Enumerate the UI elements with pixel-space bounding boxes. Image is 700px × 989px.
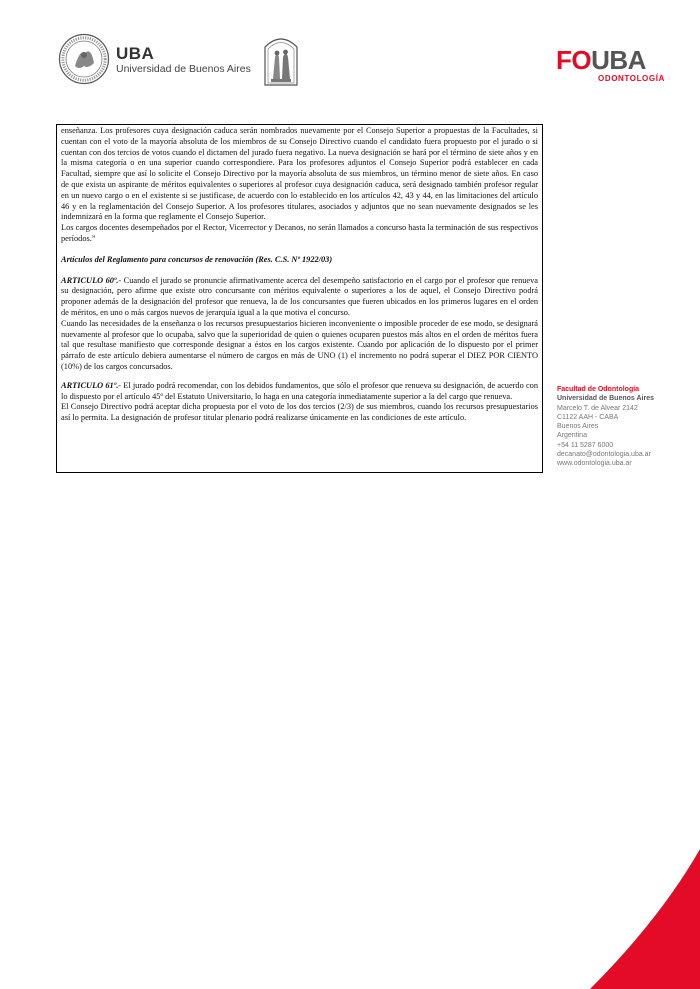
fo-logo-prefix: FO (556, 45, 592, 75)
address-city: Buenos Aires (557, 423, 599, 431)
article-61-paragraph (61, 381, 538, 403)
article-61-paragraph-2: El Consejo Directivo podrá aceptar dicha propuesta por el voto de los dos tercios (2/3) de sus miembros, cuando los recursos presupuestarios así lo permita. La designación de profesor titular plenario podrá realizarse únicamente en las condiciones de este artículo. (61, 402, 538, 423)
decorative-corner-curve (590, 849, 700, 989)
fo-uba-logo (556, 47, 646, 73)
uba-subtitle: Universidad de Buenos Aires (116, 63, 251, 75)
document-text-box (56, 124, 543, 473)
uba-seal-logo (58, 33, 110, 85)
address-street: Marcelo T. de Alvear 2142 (557, 404, 638, 412)
address-country: Argentina (557, 432, 587, 440)
fo-logo-suffix: UBA (591, 45, 646, 75)
article-61-label: ARTICULO 61º.- (61, 380, 122, 390)
address-faculty: Facultad de Odontología (557, 386, 640, 393)
article-61-text: El jurado podrá recomendar, con los debidos fundamentos, que sólo el profesor que renueva su designación, de acuerdo con lo dispuesto por el artículo 45º del Estatuto Universitario, lo haga en una categoría inmediatamente superior a la del cargo que renueva. (61, 380, 538, 401)
uba-title: UBA (116, 44, 155, 63)
article-60-text: Cuando el jurado se pronuncie afirmativamente acerca del desempeño satisfactorio en el cargo por el profesor que renueva su designación, pero afirme que existe otro concursante con méritos equivalente o superiores a los de aquel, el Consejo Directivo podrá proponer además de la designación del profesor que renueva, la de los concursantes que fueren ubicados en los primeros lugares en el orden de méritos, en uno o más cargos nuevos de jerarquía igual a la que motiva el concurso. (61, 275, 539, 317)
article-60-paragraph (61, 276, 538, 319)
address-website: www.odontologia.uba.ar (557, 460, 632, 468)
article-60-paragraph-2: Cuando las necesidades de la enseñanza o los recursos presupuestarios hicieren inconveniente o imposible proceder de ese modo, se designará nuevamente al profesor que lo ocupaba, salvo que la superioridad de quien o quienes ocuparen puestos más altos en el orden de méritos fuera tal que resultase manifiesto que corresponde designar a éstos en los cargos existente. Cuando por aplicación de lo dispuesto por el primer párrafo de este artículo debiera aumentarse el número de cargos en más de UNO (1) el incremento no podrá superar el DIEZ POR CIENTO (10%) de los cargos concursados. (61, 318, 538, 371)
article-60-label: ARTICULO 60º.- (61, 275, 122, 285)
faculty-address-block (557, 385, 654, 469)
faculty-emblem-logo (262, 33, 300, 87)
section-heading: Artículos del Reglamento para concursos de renovación (Res. C.S. Nº 1922/03) (61, 254, 333, 264)
address-phone: +54 11 5287 6000 (557, 441, 614, 449)
intro-paragraph: enseñanza. Los profesores cuya designación caduca serán nombrados nuevamente por el Consejo Superior a propuestas de la Facultades, si cuentan con el voto de la mayoría absoluta de los miembros de su Consejo Directivo cuando el candidato fuera propuesto por el jurado o si cuentan con dos tercios de votos cuando el dictamen del jurado fuera negativo. La nueva designación se hará por el término de siete años y en la misma categoría o en una superior cuando correspondiere. Para los profesores adjuntos el Consejo Superior podrá establecer en cada Facultad, siempre que así lo solicite el Consejo Directivo por la mayoría absoluta de sus miembros, un término menor de siete años. En caso de que exista un aspirante de méritos equivalentes o superiores al profesor cuya designación caduca, será designado también profesor regular en un nuevo cargo o en el existente si se justificase, de acuerdo con lo establecido en los artículos 42, 43 y 44, en las limitaciones del artículo 46 y en la reglamentación del Consejo Superior. A los profesores titulares, asociados y adjuntos que no sean nuevamente designados se les indemnizará en la forma que reglamente el Consejo Superior. (61, 126, 538, 222)
address-postal: C1122 AAH - CABA (557, 413, 619, 421)
fo-logo-subtitle: ODONTOLOGÍA (598, 74, 665, 83)
address-university: Universidad de Buenos Aires (557, 395, 654, 403)
address-email: decanato@odontologia.uba.ar (557, 451, 651, 459)
intro-paragraph-2: Los cargos docentes desempeñados por el Rector, Vicerrector y Decanos, no serán llamados a concurso hasta la terminación de sus respectivos períodos.” (61, 223, 538, 243)
